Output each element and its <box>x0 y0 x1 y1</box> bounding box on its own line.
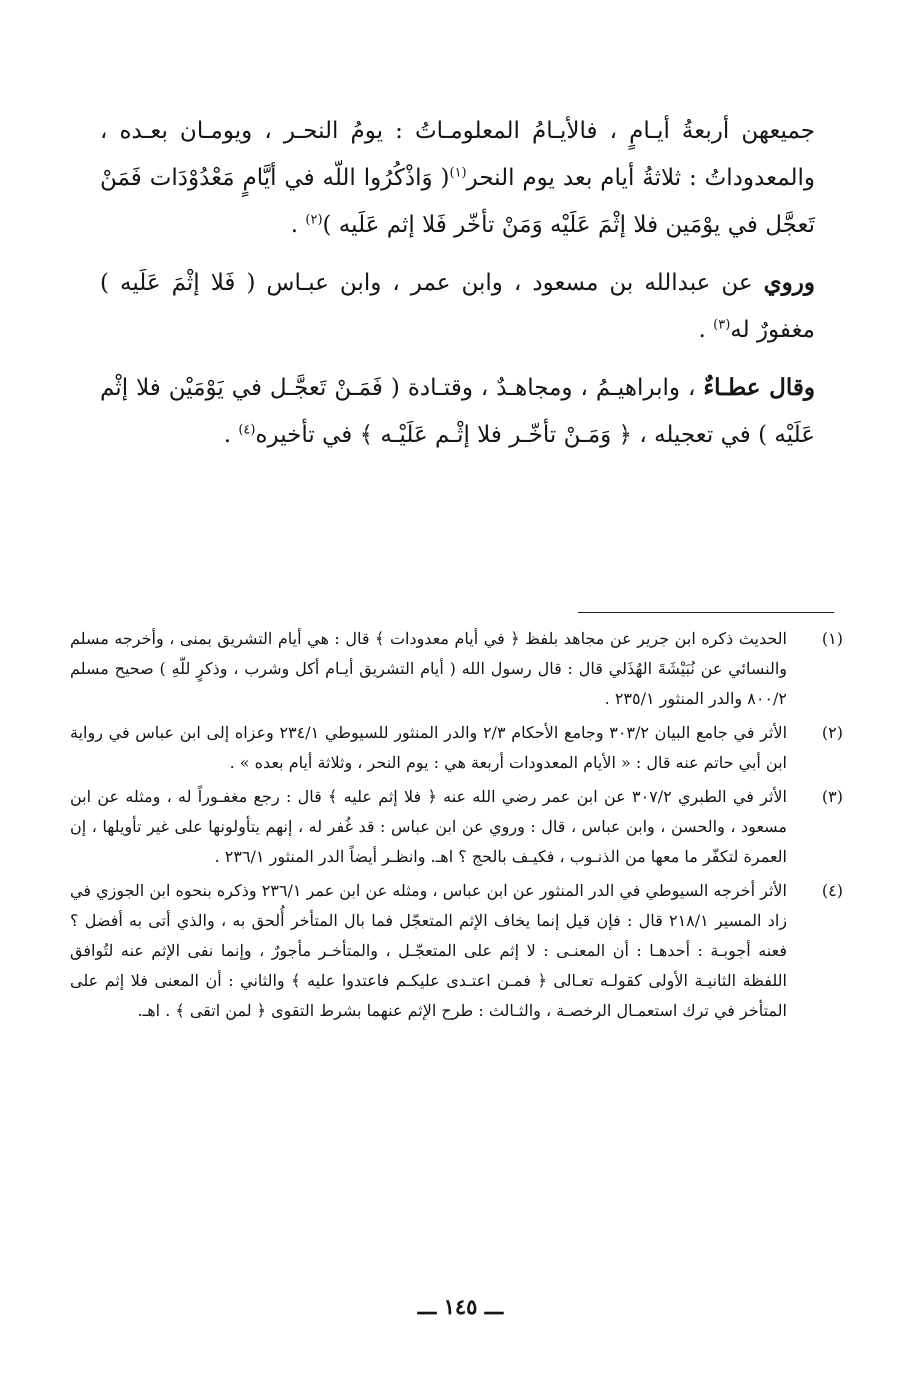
main-text <box>100 108 815 469</box>
footnote-text: الحديث ذكره ابن جرير عن مجاهد بلفظ ﴿ في أيام معدودات ﴾ قال : هي أيام التشريق بمنى ، وأخرجه مسلم والنسائي عن نُبَيْشَةَ الهُذَلي قال : قال رسول الله ( أيام التشريق أيـام أكل وشرب ، وذكرٍ للّهِ ) صحيح مسلم ٨٠٠/٢ والدر المنثور ٢٣٥/١ . <box>70 629 788 708</box>
footnote-text: الأثر في الطبري ٣٠٧/٢ عن ابن عمر رضي الله عنه ﴿ فلا إثم عليه ﴾ قال : رجع مغفـوراً له ، ومثله عن ابن مسعود ، والحسن ، وابن عباس ، قال : وروي عن ابن عباس : قد غُفر له ، إنهم يتأولونها على غير تأويلها ، إن العمرة لتكفّر ما معها من الذنـوب ، فكيـف بالحج ؟ اهـ. وانظـر أيضاً الدر المنثور ٢٣٦/١ . <box>70 787 788 866</box>
footnote-number: (٣) <box>821 787 843 806</box>
footnote-number: (١) <box>821 629 843 648</box>
footnote-number: (٤) <box>821 881 843 900</box>
paragraph-3-lead: وقال عطـاءٌ <box>703 374 815 401</box>
paragraph-1-text: جميعهن أربعةُ أيـامٍ ، فالأيـامُ المعلومـاتُ : يومُ النحـر ، ويومـان بعـده ، والمعدوداتُ : ثلاثةُ أيام بعد يوم النحر <box>100 118 815 191</box>
footnote-text: الأثر أخرجه السيوطي في الدر المنثور عن ابن عباس ، ومثله عن ابن عمر ٢٣٦/١ وذكره بنحوه ابن الجوزي في زاد المسير ٢١٨/١ قال : فإن قيل إنما يخاف الإثم المتعجّل فما بال المتأخر أُلحق به ، والذي أتى به أفضل ؟ فعنه أجوبـة : أحدهـا : أن المعنـى : لا إثم على المتعجّـل ، والمتأخـر مأجورٌ ، وإنما نفى الإثم عنه لتُوافق اللفظة الثانيـة الأولى كقولـه تعـالى ﴿ فمـن اعتـدى عليكـم فاعتدوا عليه ﴾ والثاني : أن المعنى فلا إثم على المتأخر في ترك استعمـال الرخصـة ، والثـالث : طرح الإثم عنهما بشرط التقوى ﴿ لمن اتقى ﴾ . اهـ. <box>70 881 788 1020</box>
footnote-1 <box>70 624 845 714</box>
footnote-3 <box>70 782 845 872</box>
footnote-text: الأثر في جامع البيان ٣٠٣/٢ وجامع الأحكام ٢/٣ والدر المنثور للسيوطي ٢٣٤/١ وعزاه إلى ابن عباس في رواية ابن أبي حاتم عنه قال : « الأيام المعدودات أربعة هي : يوم النحر ، وثلاثة أيام بعده » . <box>70 723 788 772</box>
paragraph-2-end: . <box>698 317 714 343</box>
paragraph-3-end: . <box>223 422 239 448</box>
footnote-divider <box>578 612 834 613</box>
page-number: ـــ ١٤٥ ـــ <box>417 1294 504 1319</box>
footnote-number: (٢) <box>821 723 843 742</box>
paragraph-1 <box>100 108 815 249</box>
paragraph-1-end: . <box>290 212 306 238</box>
paragraph-2-text: عن عبدالله بن مسعود ، وابن عمر ، وابن عبـاس ( فَلا إثْمَ عَلَيه ) مغفورٌ له <box>100 270 815 343</box>
footnote-2 <box>70 718 845 778</box>
paragraph-2 <box>100 259 815 354</box>
footnote-4 <box>70 876 845 1026</box>
quran-quote-1: ( وَاذْكُرُوا اللّه في أيَّامٍ مَعْدُوْدَات فَمَنْ تَعجَّل في يوْمَين فلا إثْمَ عَلَيْه وَمَنْ تأخّر فَلا إثم عَلَيه ) <box>100 165 815 238</box>
footnote-ref-2[interactable]: (٢) <box>305 212 323 228</box>
paragraph-2-lead: وروي <box>763 269 815 296</box>
footnote-ref-3[interactable]: (٣) <box>713 317 731 333</box>
paragraph-3-text: ، وابراهيـمُ ، ومجاهـدٌ ، وقتـادة ( فَمَـنْ تَعجَّـل في يَوْمَيْن فلا إثْم عَلَيْه ) في تعجيله ، ﴿ وَمَـنْ تأخّـر فلا إثْـم عَلَيْـه ﴾ في تأخيره <box>100 375 815 448</box>
footnotes <box>70 624 845 1030</box>
footnote-ref-4[interactable]: (٤) <box>238 422 256 438</box>
footnote-ref-1[interactable]: (١) <box>449 165 467 181</box>
paragraph-3 <box>100 364 815 459</box>
